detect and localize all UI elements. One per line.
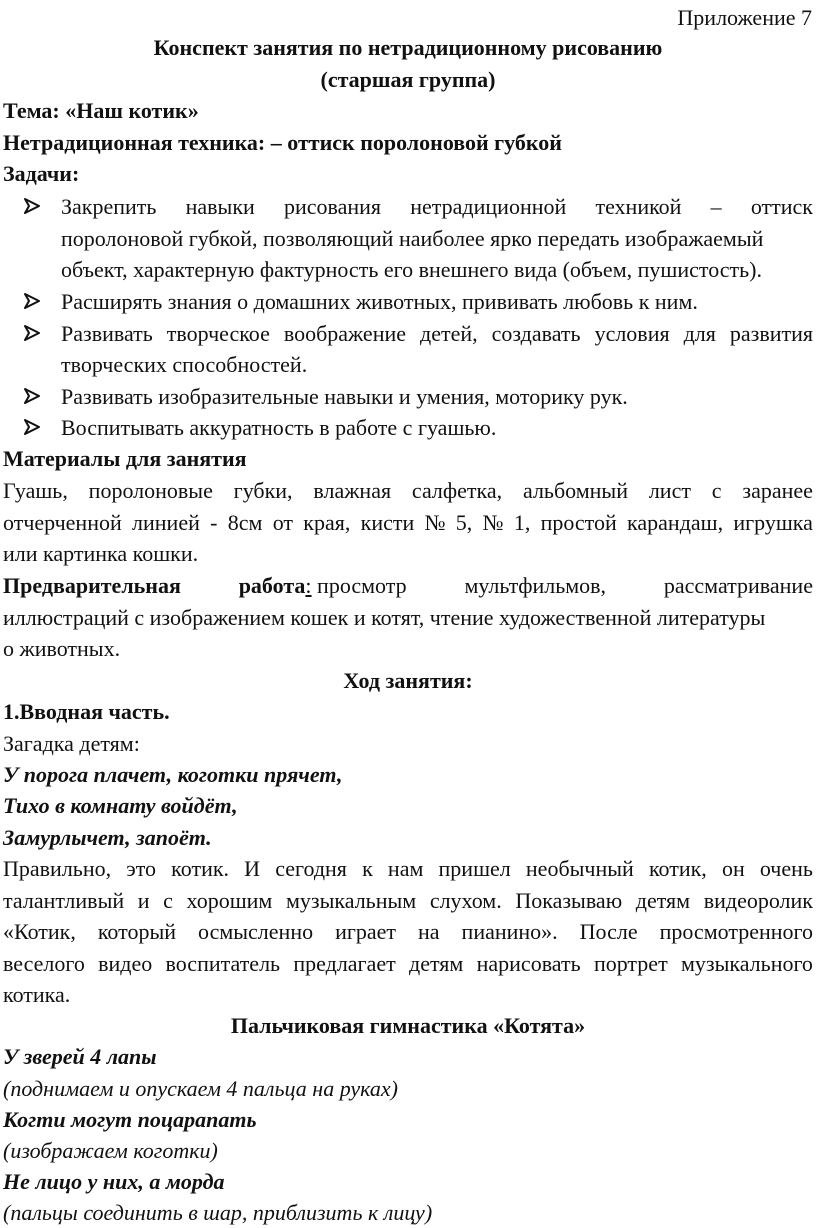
preliminary-work-line-3: о животных. bbox=[3, 636, 121, 661]
word: И bbox=[244, 856, 261, 881]
word: детям bbox=[635, 888, 691, 913]
preliminary-word: мультфильмов, bbox=[464, 573, 607, 598]
word: нетрадиционной bbox=[410, 194, 567, 219]
materials-line-1 bbox=[3, 476, 813, 506]
word: развития bbox=[729, 321, 813, 346]
word: № bbox=[482, 510, 504, 535]
gymnastics-heading: Пальчиковая гимнастика «Котята» bbox=[230, 1013, 586, 1038]
word: – bbox=[710, 194, 722, 219]
bullet-arrow-icon bbox=[22, 412, 44, 442]
word: создавать bbox=[491, 321, 581, 346]
word: пианино». bbox=[461, 919, 558, 944]
technique-line: Нетрадиционная техника: – оттиск поролоновой губкой bbox=[3, 130, 562, 155]
word: к bbox=[362, 856, 373, 881]
word: нам bbox=[387, 856, 424, 881]
word: 1, bbox=[513, 510, 531, 535]
word: воображение bbox=[283, 321, 407, 346]
word: видеоролик bbox=[703, 888, 813, 913]
bullet-arrow-icon bbox=[22, 286, 44, 316]
gymnastics-verse-1: У зверей 4 лапы bbox=[3, 1044, 157, 1069]
word: необычный bbox=[525, 856, 634, 881]
word: он bbox=[721, 856, 745, 881]
preliminary-word: рассматривание bbox=[663, 573, 813, 598]
bullet-arrow-icon bbox=[22, 318, 44, 348]
word: детям bbox=[409, 951, 464, 976]
word: который bbox=[97, 919, 177, 944]
word: карандаш, bbox=[627, 510, 724, 535]
narrative-line-5: котика. bbox=[3, 982, 71, 1007]
word: линией bbox=[132, 510, 200, 535]
riddle-line-1: У порога плачет, коготки прячет, bbox=[3, 762, 343, 787]
word: слухом. bbox=[429, 888, 502, 913]
word: предлагает bbox=[293, 951, 396, 976]
bullet-arrow-icon bbox=[22, 191, 44, 221]
tasks-heading: Задачи: bbox=[3, 161, 80, 186]
word: веселого bbox=[3, 951, 85, 976]
word: лист bbox=[648, 478, 691, 503]
narrative-line-4 bbox=[3, 949, 813, 979]
document-title-line-1: Конспект занятия по нетрадиционному рисованию bbox=[153, 35, 663, 60]
materials-line-3: или картинка кошки. bbox=[3, 541, 199, 566]
word: - bbox=[210, 510, 218, 535]
word: просмотренного bbox=[659, 919, 813, 944]
word: талантливый bbox=[3, 888, 125, 913]
preliminary-work-label: Предварительная bbox=[3, 573, 181, 598]
word: салфетка, bbox=[411, 478, 503, 503]
word: очень bbox=[759, 856, 813, 881]
word: воспитатель bbox=[165, 951, 281, 976]
word: с bbox=[163, 888, 173, 913]
task-4-line-1: Развивать изобразительные навыки и умения, моторику рук. bbox=[61, 384, 628, 409]
word: навыки bbox=[185, 194, 255, 219]
word: 8см bbox=[227, 510, 263, 535]
topic-line: Тема: «Наш котик» bbox=[3, 98, 199, 123]
word: оттиск bbox=[750, 194, 813, 219]
word: рисования bbox=[283, 194, 382, 219]
task-3-line-1 bbox=[61, 319, 813, 349]
word: творческое bbox=[166, 321, 270, 346]
word: Правильно, bbox=[3, 856, 112, 881]
word: это bbox=[126, 856, 157, 881]
word: музыкального bbox=[680, 951, 813, 976]
materials-line-2 bbox=[3, 508, 813, 538]
word: сегодня bbox=[275, 856, 347, 881]
word: заранее bbox=[742, 478, 813, 503]
word: игрушка bbox=[733, 510, 813, 535]
word: и bbox=[137, 888, 150, 913]
word: с bbox=[711, 478, 722, 503]
word: осмысленно bbox=[198, 919, 314, 944]
word: Развивать bbox=[61, 321, 153, 346]
word: пришел bbox=[438, 856, 511, 881]
word: влажная bbox=[313, 478, 392, 503]
word: нарисовать bbox=[476, 951, 581, 976]
task-1-line-2: поролоновой губкой, позволяющий наиболее ярко передать изображаемый bbox=[61, 226, 764, 251]
appendix-label: Приложение 7 bbox=[677, 5, 812, 30]
word: от bbox=[272, 510, 294, 535]
document-title-line-2: (старшая группа) bbox=[320, 67, 496, 92]
word: играет bbox=[335, 919, 397, 944]
word: «Котик, bbox=[3, 919, 76, 944]
word: № bbox=[424, 510, 446, 535]
narrative-line-2 bbox=[3, 886, 813, 916]
course-heading: Ход занятия: bbox=[343, 668, 473, 693]
bullet-arrow-icon bbox=[22, 381, 44, 411]
word: детей, bbox=[420, 321, 478, 346]
word: 5, bbox=[455, 510, 473, 535]
riddle-line-3: Замурлычет, запоёт. bbox=[3, 825, 212, 850]
word: отчерченной bbox=[3, 510, 122, 535]
word: котик. bbox=[171, 856, 230, 881]
word: котик, bbox=[648, 856, 707, 881]
word: музыкальным bbox=[285, 888, 417, 913]
task-1-line-3: объект, характерную фактурность его внешнего вида (объем, пушистость). bbox=[61, 257, 762, 282]
task-1-line-1 bbox=[61, 192, 813, 222]
word: на bbox=[418, 919, 440, 944]
riddle-line-2: Тихо в комнату войдёт, bbox=[3, 793, 238, 818]
word: Гуашь, bbox=[3, 478, 68, 503]
word: хорошим bbox=[186, 888, 273, 913]
word: видео bbox=[98, 951, 153, 976]
word: для bbox=[683, 321, 716, 346]
word: Показываю bbox=[515, 888, 623, 913]
word: После bbox=[579, 919, 638, 944]
word: Закрепить bbox=[61, 194, 157, 219]
word: альбомный bbox=[522, 478, 628, 503]
gymnastics-verse-3: Не лицо у них, а морда bbox=[3, 1169, 225, 1194]
task-3-line-2: творческих способностей. bbox=[61, 352, 308, 377]
word: техникой bbox=[595, 194, 682, 219]
intro-heading: 1.Вводная часть. bbox=[3, 699, 170, 724]
gymnastics-verse-2: Когти могут поцарапать bbox=[3, 1107, 257, 1132]
word: портрет bbox=[593, 951, 668, 976]
gymnastics-action-3: (пальцы соединить в шар, приблизить к лицу) bbox=[3, 1200, 433, 1225]
task-5-line-1: Воспитывать аккуратность в работе с гуашью. bbox=[61, 415, 497, 440]
narrative-line-1 bbox=[3, 854, 813, 884]
preliminary-work-line-2: иллюстраций с изображением кошек и котят, чтение художественной литературы bbox=[3, 605, 766, 630]
preliminary-work-line-1 bbox=[3, 571, 813, 601]
task-2-line-1: Расширять знания о домашних животных, прививать любовь к ним. bbox=[61, 289, 698, 314]
materials-heading: Материалы для занятия bbox=[3, 446, 247, 471]
word: условия bbox=[594, 321, 670, 346]
preliminary-work-label-2: работа: просмотр bbox=[238, 573, 407, 598]
riddle-intro: Загадка детям: bbox=[3, 731, 140, 756]
narrative-line-3 bbox=[3, 917, 813, 947]
word: поролоновые bbox=[88, 478, 213, 503]
word: губки, bbox=[233, 478, 293, 503]
gymnastics-action-1: (поднимаем и опускаем 4 пальца на руках) bbox=[3, 1076, 399, 1101]
word: простой bbox=[540, 510, 617, 535]
gymnastics-action-2: (изображаем коготки) bbox=[3, 1138, 218, 1163]
word: края, bbox=[303, 510, 351, 535]
word: кисти bbox=[360, 510, 415, 535]
